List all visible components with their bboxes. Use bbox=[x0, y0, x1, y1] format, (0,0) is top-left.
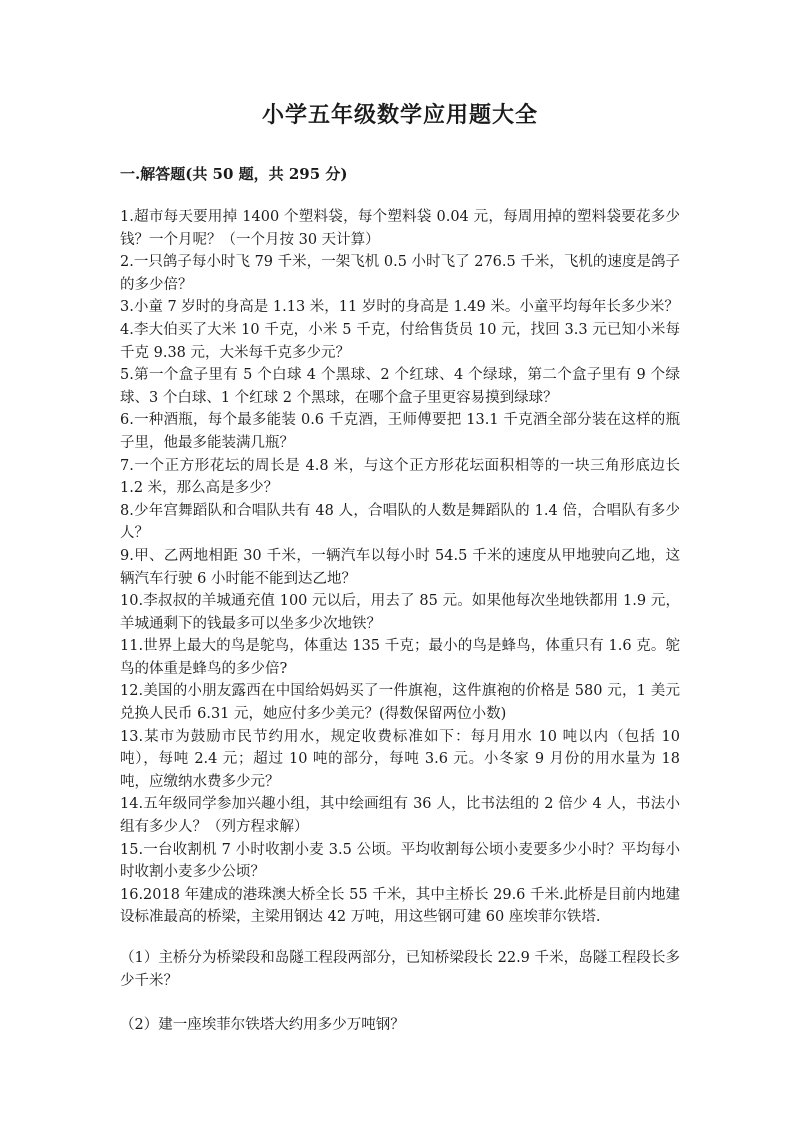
problem-item: 13.某市为鼓励市民节约用水，规定收费标准如下：每月用水 10 吨以内（包括 10 吨），每吨 2.4 元；超过 10 吨的部分，每吨 3.6 元。小冬家 9 月份的用水量为 18 吨，应缴纳水费多少元？ bbox=[120, 728, 680, 790]
problem-list bbox=[120, 206, 680, 929]
problem-item: 7.一个正方形花坛的周长是 4.8 米，与这个正方形花坛面积相等的一块三角形底边长 1.2 米，那么高是多少？ bbox=[120, 457, 680, 497]
problem-item: 15.一台收割机 7 小时收割小麦 3.5 公顷。平均收割每公顷小麦要多少小时？平均每小时收割小麦多少公顷？ bbox=[120, 841, 680, 881]
problem-item: 1.超市每天要用掉 1400 个塑料袋，每个塑料袋 0.04 元，每周用掉的塑料袋要花多少钱？一个月呢？（一个月按 30 天计算） bbox=[120, 209, 680, 248]
section-heading: 一.解答题(共 50 题，共 295 分) bbox=[120, 165, 348, 183]
problem-item: 16.2018 年建成的港珠澳大桥全长 55 千米，其中主桥长 29.6 千米.此桥是目前内地建设标准最高的桥梁，主梁用钢达 42 万吨，用这些钢可建 60 座埃菲尔铁塔. bbox=[120, 886, 680, 926]
problem-item: 4.李大伯买了大米 10 千克，小米 5 千克，付给售货员 10 元，找回 3.3 元已知小米每千克 9.38 元，大米每千克多少元？ bbox=[120, 321, 680, 361]
problem-item: 9.甲、乙两地相距 30 千米，一辆汽车以每小时 54.5 千米的速度从甲地驶向乙地，这辆汽车行驶 6 小时能不能到达乙地？ bbox=[120, 547, 680, 587]
problem-item: 5.第一个盒子里有 5 个白球 4 个黑球、2 个红球、4 个绿球，第二个盒子里有 9 个绿球、3 个白球、1 个红球 2 个黑球，在哪个盒子里更容易摸到绿球？ bbox=[120, 367, 680, 406]
problem-item: 6.一种酒瓶，每个最多能装 0.6 千克酒，王师傅要把 13.1 千克酒全部分装在这样的瓶子里，他最多能装满几瓶？ bbox=[120, 412, 680, 451]
subquestion-1: （1）主桥分为桥梁段和岛隧工程段两部分，已知桥梁段长 22.9 千米，岛隧工程段长多少千米？ bbox=[120, 950, 680, 989]
problem-item: 11.世界上最大的鸟是鸵鸟，体重达 135 千克；最小的鸟是蜂鸟，体重只有 1.6 克。鸵鸟的体重是蜂鸟的多少倍? bbox=[120, 638, 680, 677]
problem-item: 8.少年宫舞蹈队和合唱队共有 48 人，合唱队的人数是舞蹈队的 1.4 倍，合唱队有多少人？ bbox=[120, 502, 680, 542]
subquestion-2: （2）建一座埃菲尔铁塔大约用多少万吨钢？ bbox=[120, 1017, 405, 1034]
problem-item: 3.小童 7 岁时的身高是 1.13 米，11 岁时的身高是 1.49 米。小童平均每年长多少米？ bbox=[120, 299, 679, 316]
problem-item: 14.五年级同学参加兴趣小组，其中绘画组有 36 人，比书法组的 2 倍少 4 人，书法小组有多少人？（列方程求解） bbox=[120, 796, 680, 836]
problem-item: 10.李叔叔的羊城通充值 100 元以后，用去了 85 元。如果他每次坐地铁都用 1.9 元，羊城通剩下的钱最多可以坐多少次地铁？ bbox=[120, 593, 680, 632]
problem-item: 12.美国的小朋友露西在中国给妈妈买了一件旗袍，这件旗袍的价格是 580 元，1 美元兑换人民币 6.31 元，她应付多少美元？(得数保留两位小数) bbox=[120, 683, 680, 723]
problem-item: 2.一只鸽子每小时飞 79 千米，一架飞机 0.5 小时飞了 276.5 千米，飞机的速度是鸽子的多少倍？ bbox=[120, 254, 680, 293]
document-title: 小学五年级数学应用题大全 bbox=[261, 102, 538, 128]
